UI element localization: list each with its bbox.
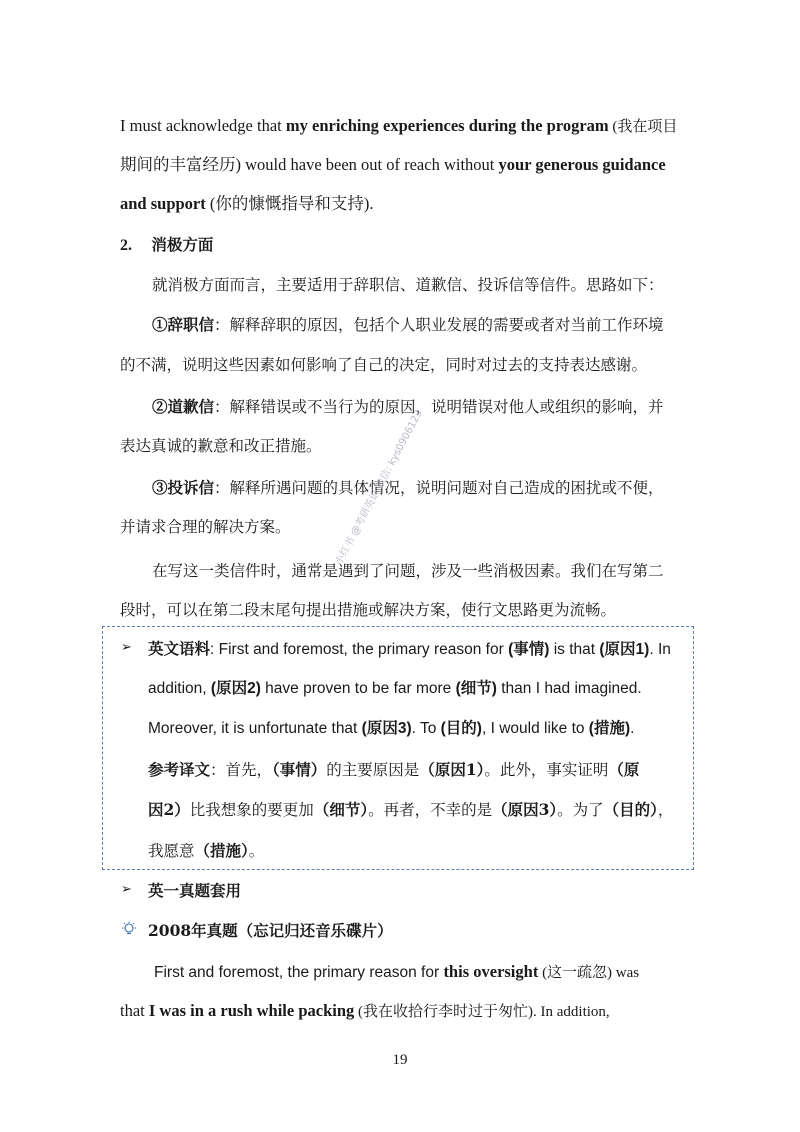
corpus-line: Moreover, it is unfortunate that (原因3). To (目的), I would like to (措施).	[148, 720, 635, 737]
paragraph-line: 在写这一类信件时，通常是遇到了问题，涉及一些消极因素。我们在写第二	[152, 562, 664, 580]
corpus-line: 英文语料: First and foremost, the primary reason for (事情) is that (原因1). In	[148, 639, 671, 658]
item-complaint-letter: ③投诉信：解释所遇问题的具体情况，说明问题对自己造成的困扰或不便，	[152, 478, 664, 497]
arrow-bullet-icon: ➢	[121, 882, 132, 897]
section-heading: 2. 消极方面	[120, 235, 214, 254]
corpus-box	[102, 626, 694, 870]
paragraph-line: 段时，可以在第二段末尾句提出措施或解决方案，使行文思路更为流畅。	[120, 601, 617, 619]
item-complaint-letter-cont: 并请求合理的解决方案。	[120, 518, 291, 536]
item-resignation-letter-cont: 的不满，说明这些因素如何影响了自己的决定，同时对过去的支持表达感谢。	[120, 356, 648, 374]
paragraph-line: 期间的丰富经历) would have been out of reach without your generous guidance	[120, 155, 666, 174]
corpus-line: addition, (原因2) have proven to be far more (细节) than I had imagined.	[148, 680, 642, 697]
watermark: 小红书 @考研英语 微信: kys0906123	[333, 408, 425, 568]
item-apology-letter: ②道歉信：解释错误或不当行为的原因，说明错误对他人或组织的影响，并	[152, 397, 664, 416]
translation-line: 参考译文：首先，（事情）的主要原因是（原因1）。此外，事实证明（原	[148, 760, 640, 779]
item-apology-letter-cont: 表达真诚的歉意和改正措施。	[120, 437, 322, 455]
intro-paragraph: 就消极方面而言，主要适用于辞职信、道歉信、投诉信等信件。思路如下：	[152, 276, 664, 294]
paragraph-line: and support (你的慷慨指导和支持).	[120, 194, 374, 213]
page-number: 19	[392, 1052, 408, 1068]
translation-line: 我愿意（措施）。	[148, 841, 265, 860]
arrow-bullet-icon: ➢	[121, 640, 132, 655]
example-line: First and foremost, the primary reason for this oversight (这一疏忽) was	[154, 962, 640, 981]
exam-heading: 2008年真题（忘记归还音乐碟片）	[148, 921, 393, 940]
lightbulb-icon	[121, 921, 137, 937]
translation-line: 因2）比我想象的要更加（细节）。再者，不幸的是（原因3）。为了（目的），	[148, 800, 674, 819]
paragraph-line: I must acknowledge that my enriching experiences during the program (我在项目	[120, 116, 678, 135]
item-resignation-letter: ①辞职信：解释辞职的原因，包括个人职业发展的需要或者对当前工作环境	[152, 315, 664, 334]
subsection-heading: 英一真题套用	[148, 881, 242, 900]
example-line: that I was in a rush while packing (我在收拾行李时过于匆忙). In addition,	[120, 1001, 610, 1020]
